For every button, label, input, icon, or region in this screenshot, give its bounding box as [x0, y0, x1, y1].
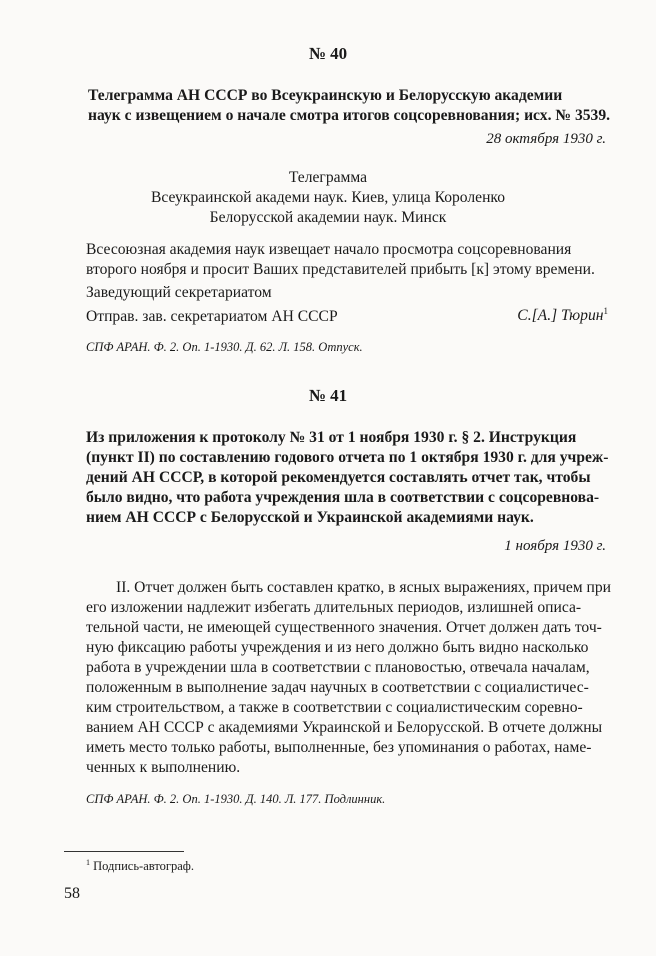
doc41-body-line: тельной части, не имеющей существенного значения. Отчет должен дать точ- [86, 619, 602, 636]
footnote-mark: 1 [603, 306, 608, 316]
doc40-date: 28 октября 1930 г. [486, 131, 606, 147]
doc40-body-line: второго ноября и просит Ваших представителей прибыть [к] этому времени. [86, 261, 595, 278]
footnote-text: Подпись-автограф. [93, 859, 195, 874]
signature [517, 306, 608, 325]
doc41-date: 1 ноября 1930 г. [504, 538, 606, 554]
doc41-body [86, 578, 612, 778]
doc41-heading-line: (пункт II) по составлению годового отчета по 1 октября 1930 г. для учреж- [86, 449, 609, 466]
doc41-body-line: ванием АН СССР с академиями Украинской и Белорусской. В отчете должны [86, 719, 603, 736]
doc40-telegram-block [0, 168, 656, 228]
signer-title: Заведующий секретариатом [86, 284, 272, 301]
sent-by: Отправ. зав. секретариатом АН СССР [86, 308, 338, 325]
doc41-body-line: иметь место только работы, выполненные, без упоминания о работах, наме- [86, 739, 592, 756]
signature-name: С.[А.] Тюрин [517, 307, 604, 325]
doc41-body-line: ченных к выполнению. [86, 759, 241, 776]
footnote-number: 1 [86, 858, 90, 867]
footnote [86, 858, 194, 874]
doc41-body-line: его изложении надлежит избегать длительных периодов, излишней описа- [86, 599, 582, 616]
doc41-archive-ref: СПФ АРАН. Ф. 2. Оп. 1-1930. Д. 140. Л. 177. Подлинник. [86, 792, 386, 806]
doc41-number: № 41 [308, 386, 348, 405]
doc40-body-line: Всесоюзная академия наук извещает начало просмотра соцсоревнования [86, 241, 572, 258]
address-line: Белорусской академии наук. Минск [209, 209, 447, 226]
doc41-body-line: работа в учреждении шла в соответствии с плановостью, отвечала началам, [86, 659, 590, 676]
footnote-rule [64, 851, 184, 852]
doc41-heading-line: было видно, что работа учреждения шла в соответствии с соцсоревнова- [86, 489, 600, 506]
doc41-body-line: положенным в выполнение задач научных в соответствии с социалистичес- [86, 679, 589, 696]
doc41-heading-line: дений АН СССР, в которой рекомендуется составлять отчет так, чтобы [86, 469, 591, 486]
doc41-heading [86, 428, 609, 528]
doc41-body-line: ким строительством, а также в соответствии с социалистическим соревно- [86, 699, 583, 716]
doc40-number: № 40 [308, 44, 348, 63]
page-number: 58 [64, 885, 80, 902]
address-line: Всеукраинской академи наук. Киев, улица Короленко [150, 189, 506, 206]
doc40-archive-ref: СПФ АРАН. Ф. 2. Оп. 1-1930. Д. 62. Л. 158. Отпуск. [86, 340, 363, 354]
doc40-heading-line: Телеграмма АН СССР во Всеукраинскую и Белорусскую академии [88, 87, 563, 104]
doc41-heading-line: нием АН СССР с Белорусской и Украинской академиями наук. [86, 509, 534, 526]
doc40-heading-line: наук с извещением о начале смотра итогов соцсоревнования; исх. № 3539. [88, 107, 611, 124]
telegram-label: Телеграмма [288, 169, 368, 186]
doc41-body-line: ную фиксацию работы учреждения и из него должно быть видно насколько [86, 639, 589, 656]
doc40-body [86, 240, 606, 303]
doc41-heading-line: Из приложения к протоколу № 31 от 1 ноября 1930 г. § 2. Инструкция [86, 429, 577, 446]
doc40-heading [88, 86, 611, 126]
doc41-body-line: II. Отчет должен быть составлен кратко, в ясных выражениях, причем при [116, 579, 612, 596]
